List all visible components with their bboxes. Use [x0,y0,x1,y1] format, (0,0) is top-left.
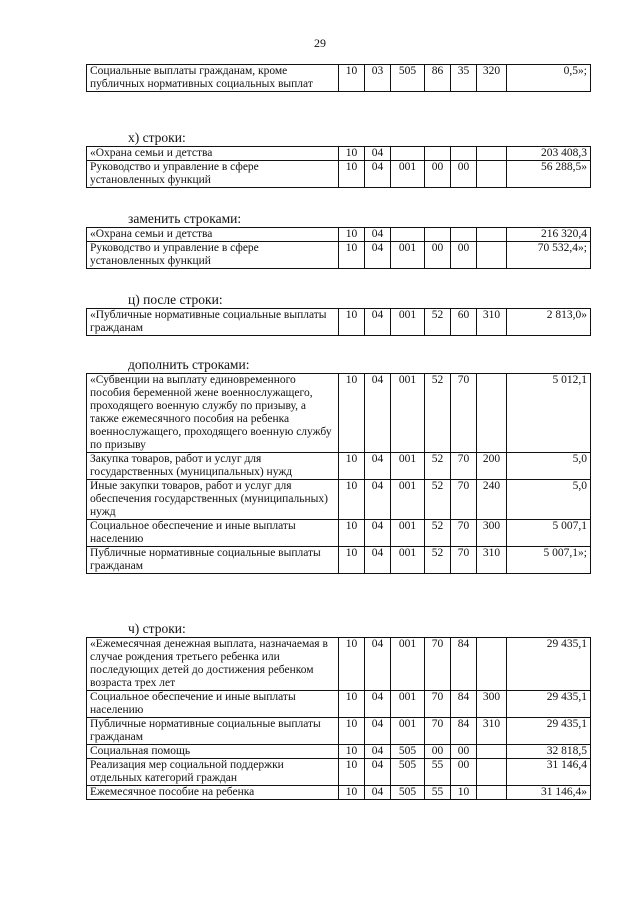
amount: 0,5»; [507,65,591,92]
target-code-3: 70 [451,480,477,520]
amount: 56 288,5» [507,161,591,188]
row-name: «Ежемесячная денежная выплата, назначаемая в случае рождения третьего ребенка или последующих детей до достижения ребенком возраста трех лет [87,638,339,691]
target-code-3: 00 [451,759,477,786]
table-row [87,718,591,745]
table-row [87,520,591,547]
target-code-2: 55 [425,786,451,800]
target-code-3: 35 [451,65,477,92]
section-code: 10 [339,786,365,800]
target-code-2 [425,228,451,242]
section-code: 10 [339,547,365,574]
row-name: Ежемесячное пособие на ребенка [87,786,339,800]
row-name: «Публичные нормативные социальные выплаты гражданам [87,309,339,336]
target-code-2: 70 [425,638,451,691]
target-code-2: 52 [425,309,451,336]
target-code-1: 001 [391,520,425,547]
target-code-1: 505 [391,65,425,92]
section-code: 10 [339,228,365,242]
expense-type-code: 300 [477,520,507,547]
budget-table [86,146,591,188]
amount: 32 818,5 [507,745,591,759]
target-code-2: 52 [425,480,451,520]
target-code-2: 52 [425,520,451,547]
target-code-2: 70 [425,691,451,718]
subsection-code: 04 [365,638,391,691]
section-code: 10 [339,759,365,786]
target-code-3: 60 [451,309,477,336]
target-code-1: 001 [391,691,425,718]
target-code-1: 001 [391,242,425,269]
table-row [87,759,591,786]
amount: 2 813,0» [507,309,591,336]
expense-type-code [477,374,507,453]
row-name: Социальное обеспечение и иные выплаты населению [87,691,339,718]
amount: 5 007,1»; [507,547,591,574]
subsection-code: 04 [365,309,391,336]
subsection-code: 04 [365,228,391,242]
section-heading: заменить строками: [128,211,242,226]
amount: 5,0 [507,453,591,480]
table-row [87,228,591,242]
target-code-2: 55 [425,759,451,786]
target-code-1: 001 [391,161,425,188]
target-code-2: 52 [425,453,451,480]
subsection-code: 04 [365,718,391,745]
expense-type-code: 200 [477,453,507,480]
subsection-code: 04 [365,161,391,188]
section-code: 10 [339,520,365,547]
amount: 29 435,1 [507,638,591,691]
target-code-3: 10 [451,786,477,800]
target-code-3: 84 [451,638,477,691]
expense-type-code: 240 [477,480,507,520]
subsection-code: 04 [365,520,391,547]
expense-type-code [477,786,507,800]
amount: 216 320,4 [507,228,591,242]
subsection-code: 03 [365,65,391,92]
section-code: 10 [339,745,365,759]
expense-type-code [477,242,507,269]
table-row [87,374,591,453]
section-heading: х) строки: [128,130,186,145]
section-code: 10 [339,691,365,718]
subsection-code: 04 [365,745,391,759]
table-row [87,242,591,269]
row-name: Иные закупки товаров, работ и услуг для обеспечения государственных (муниципальных) нужд [87,480,339,520]
target-code-2: 00 [425,242,451,269]
budget-table [86,64,591,92]
target-code-1: 001 [391,480,425,520]
subsection-code: 04 [365,759,391,786]
row-name: Публичные нормативные социальные выплаты гражданам [87,718,339,745]
target-code-3: 84 [451,691,477,718]
target-code-2: 52 [425,547,451,574]
section-code: 10 [339,718,365,745]
row-name: Социальная помощь [87,745,339,759]
expense-type-code [477,745,507,759]
amount: 70 532,4»; [507,242,591,269]
row-name: Руководство и управление в сфере установленных функций [87,161,339,188]
subsection-code: 04 [365,242,391,269]
subsection-code: 04 [365,691,391,718]
target-code-3: 70 [451,453,477,480]
budget-table [86,373,591,574]
amount: 5 012,1 [507,374,591,453]
subsection-code: 04 [365,374,391,453]
expense-type-code: 320 [477,65,507,92]
expense-type-code: 310 [477,547,507,574]
row-name: «Субвенции на выплату единовременного пособия беременной жене военнослужащего, проходящего военную службу по призыву, а также ежемесячного пособия на ребенка военнослужащего, проходящего военную службу по призыву [87,374,339,453]
expense-type-code [477,759,507,786]
amount: 5,0 [507,480,591,520]
target-code-3 [451,147,477,161]
budget-table [86,227,591,269]
amount: 31 146,4» [507,786,591,800]
subsection-code: 04 [365,786,391,800]
subsection-code: 04 [365,547,391,574]
target-code-1: 001 [391,547,425,574]
amount: 203 408,3 [507,147,591,161]
target-code-3 [451,228,477,242]
section-code: 10 [339,309,365,336]
row-name: Социальные выплаты гражданам, кроме публичных нормативных социальных выплат [87,65,339,92]
target-code-2: 70 [425,718,451,745]
section-code: 10 [339,374,365,453]
row-name: Руководство и управление в сфере установленных функций [87,242,339,269]
target-code-3: 84 [451,718,477,745]
target-code-2 [425,147,451,161]
expense-type-code [477,638,507,691]
target-code-1: 505 [391,745,425,759]
target-code-3: 00 [451,242,477,269]
section-code: 10 [339,638,365,691]
table-row [87,638,591,691]
section-code: 10 [339,161,365,188]
target-code-1: 505 [391,759,425,786]
target-code-1: 001 [391,453,425,480]
target-code-2: 52 [425,374,451,453]
section-code: 10 [339,480,365,520]
section-code: 10 [339,242,365,269]
section-code: 10 [339,147,365,161]
subsection-code: 04 [365,147,391,161]
budget-table [86,637,591,800]
target-code-2: 00 [425,161,451,188]
page-number: 29 [314,36,326,50]
row-name: Реализация мер социальной поддержки отдельных категорий граждан [87,759,339,786]
expense-type-code: 310 [477,718,507,745]
table-row [87,691,591,718]
table-row [87,547,591,574]
amount: 29 435,1 [507,718,591,745]
section-code: 10 [339,453,365,480]
table-row [87,786,591,800]
section-heading: дополнить строками: [128,357,250,372]
amount: 31 146,4 [507,759,591,786]
subsection-code: 04 [365,453,391,480]
target-code-1 [391,228,425,242]
target-code-1: 001 [391,374,425,453]
target-code-3: 70 [451,374,477,453]
target-code-2: 86 [425,65,451,92]
subsection-code: 04 [365,480,391,520]
row-name: Публичные нормативные социальные выплаты гражданам [87,547,339,574]
table-row [87,147,591,161]
amount: 29 435,1 [507,691,591,718]
row-name: «Охрана семьи и детства [87,228,339,242]
target-code-3: 00 [451,745,477,759]
row-name: Социальное обеспечение и иные выплаты населению [87,520,339,547]
expense-type-code: 300 [477,691,507,718]
section-code: 10 [339,65,365,92]
table-row [87,453,591,480]
target-code-1 [391,147,425,161]
table-row [87,65,591,92]
expense-type-code: 310 [477,309,507,336]
target-code-3: 70 [451,520,477,547]
table-row [87,745,591,759]
expense-type-code [477,228,507,242]
section-heading: ч) строки: [128,621,186,636]
table-row [87,309,591,336]
table-row [87,161,591,188]
target-code-3: 70 [451,547,477,574]
expense-type-code [477,147,507,161]
target-code-3: 00 [451,161,477,188]
target-code-1: 001 [391,309,425,336]
table-row [87,480,591,520]
target-code-1: 001 [391,718,425,745]
row-name: «Охрана семьи и детства [87,147,339,161]
expense-type-code [477,161,507,188]
section-heading: ц) после строки: [128,292,223,307]
target-code-2: 00 [425,745,451,759]
row-name: Закупка товаров, работ и услуг для государственных (муниципальных) нужд [87,453,339,480]
amount: 5 007,1 [507,520,591,547]
target-code-1: 001 [391,638,425,691]
target-code-1: 505 [391,786,425,800]
budget-table [86,308,591,336]
